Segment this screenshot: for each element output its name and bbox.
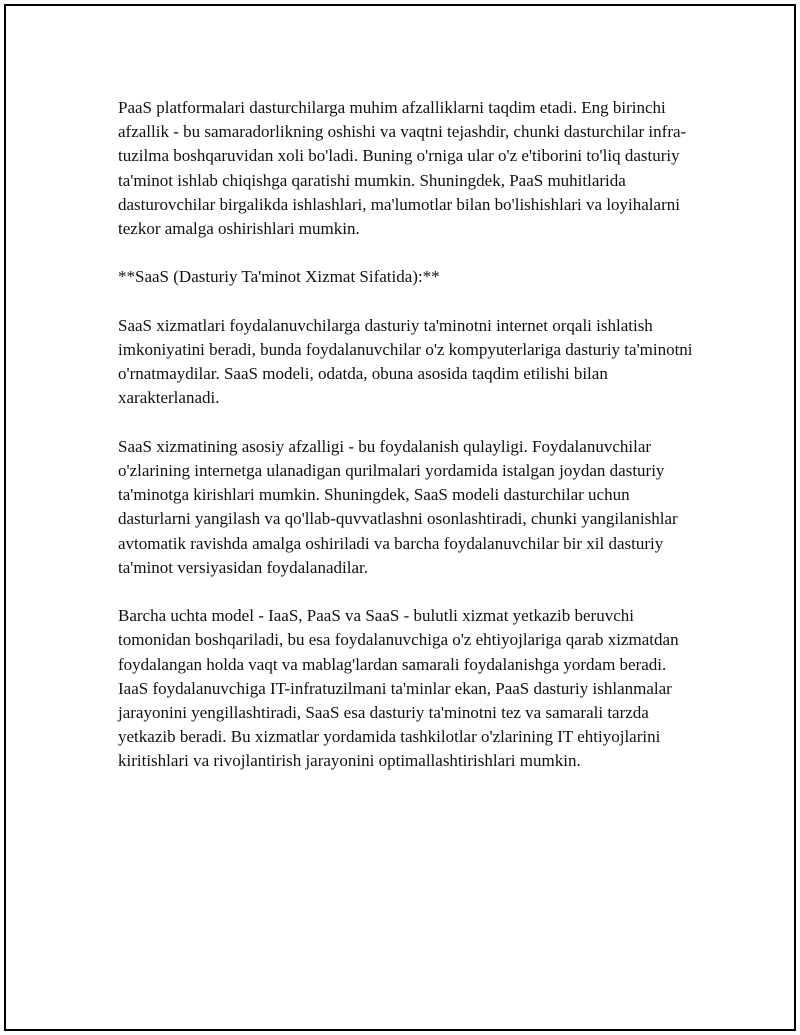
paragraph-saas-advantages: SaaS xizmatining asosiy afzalligi - bu foydalanish qulayligi. Foydalanuvchilar o'zlarining internetga ulanadigan qurilmalari yordamida istalgan joydan dasturiy ta'minotga kirishlari mumkin. Shuningdek, SaaS modeli dasturchilar uchun dasturlarni yangilash va qo'llab-quvvatlashni osonlashtiradi, chunki yangilanishlar avtomatik ravishda amalga oshiriladi va barcha foydalanuvchilar bir xil dasturiy ta'minot versiyasidan foydalanadilar. — [118, 436, 678, 577]
paragraph-saas-intro: SaaS xizmatlari foydalanuvchilarga dasturiy ta'minotni internet orqali ishlatish imkoniyatini beradi, bunda foydalanuvchilar o'z kompyuterlariga dasturiy ta'minotni o'rnatmaydilar. SaaS modeli, odatda, obuna asosida taqdim etilishi bilan xarakterlanadi. — [118, 315, 693, 408]
document-body — [118, 96, 698, 798]
paragraph-conclusion: Barcha uchta model - IaaS, PaaS va SaaS - bulutli xizmat yetkazib beruvchi tomonidan boshqariladi, bu esa foydalanuvchiga o'z ehtiyojlariga qarab xizmatdan foydalangan holda vaqt va mablag'lardan samarali foydalanishga yordam beradi. IaaS foydalanuvchiga IT-infratuzilmani ta'minlar ekan, PaaS dasturiy ishlanmalar jarayonini yengillashtiradi, SaaS esa dasturiy ta'minotni tez va samarali tarzda yetkazib beradi. Bu xizmatlar yordamida tashkilotlar o'zlarining IT ehtiyojlarini kiritishlari va rivojlantirish jarayonini optimallashtirishlari mumkin. — [118, 606, 679, 771]
heading-saas: **SaaS (Dasturiy Ta'minot Xizmat Sifatida):** — [118, 267, 440, 287]
page-frame — [4, 4, 796, 1031]
paragraph-paas-advantages: PaaS platformalari dasturchilarga muhim afzalliklarni taqdim etadi. Eng birinchi afzallik - bu samaradorlikning oshishi va vaqtni tejashdir, chunki dasturchilar infra-tuzilma boshqaruvidan xoli bo'ladi. Buning o'rniga ular o'z e'tiborini to'liq dasturiy ta'minot ishlab chiqishga qaratishi mumkin. Shuningdek, PaaS muhitlarida dasturovchilar birgalikda ishlashlari, ma'lumotlar bilan bo'lishishlari va loyihalarni tezkor amalga oshirishlari mumkin. — [118, 98, 687, 239]
